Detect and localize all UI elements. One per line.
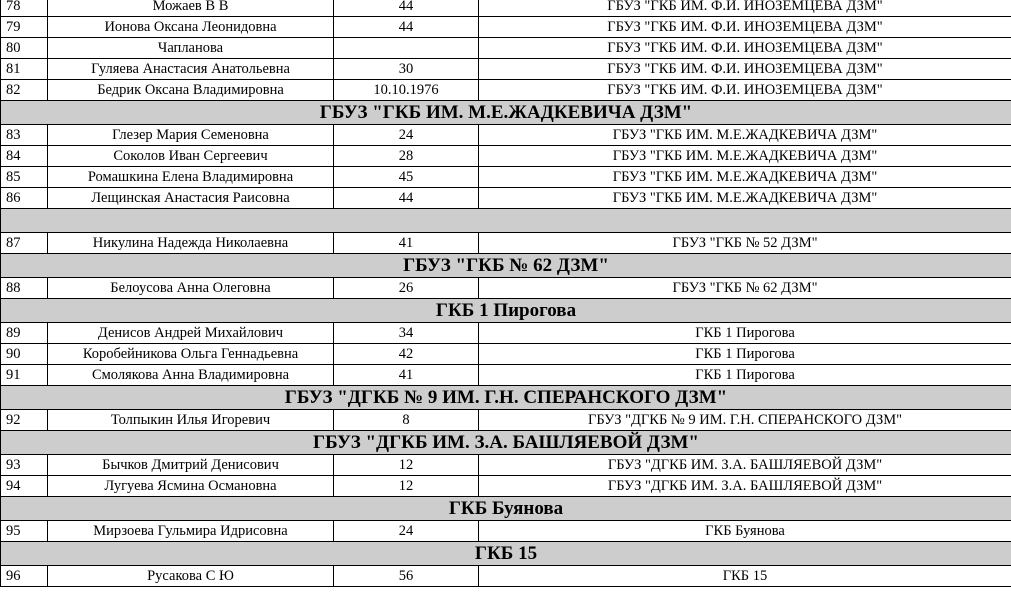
table-row (1, 59, 1011, 80)
age-cell[interactable]: 26 (334, 278, 479, 299)
name-cell[interactable]: Смолякова Анна Владимировна (48, 365, 334, 386)
age-cell[interactable]: 56 (334, 566, 479, 587)
table-row (1, 344, 1011, 365)
age-cell[interactable]: 34 (334, 323, 479, 344)
organization-cell[interactable]: ГБУЗ "ДГКБ ИМ. З.А. БАШЛЯЕВОЙ ДЗМ" (479, 455, 1011, 476)
table-row (1, 167, 1011, 188)
row-number-cell[interactable]: 86 (1, 188, 48, 209)
organization-cell[interactable]: ГБУЗ "ДГКБ № 9 ИМ. Г.Н. СПЕРАНСКОГО ДЗМ" (479, 410, 1011, 431)
age-cell[interactable]: 12 (334, 476, 479, 497)
row-number-cell[interactable]: 80 (1, 38, 48, 59)
table-row (1, 188, 1011, 209)
organization-cell[interactable]: ГБУЗ "ГКБ ИМ. М.Е.ЖАДКЕВИЧА ДЗМ" (479, 146, 1011, 167)
group-header-row (1, 254, 1011, 278)
row-number-cell[interactable]: 96 (1, 566, 48, 587)
table-row (1, 80, 1011, 101)
age-cell[interactable]: 8 (334, 410, 479, 431)
organization-cell[interactable]: ГБУЗ "ГКБ ИМ. М.Е.ЖАДКЕВИЧА ДЗМ" (479, 188, 1011, 209)
organization-cell[interactable]: ГБУЗ "ГКБ ИМ. Ф.И. ИНОЗЕМЦЕВА ДЗМ" (479, 17, 1011, 38)
name-cell[interactable]: Гуляева Анастасия Анатольевна (48, 59, 334, 80)
name-cell[interactable]: Глезер Мария Семеновна (48, 125, 334, 146)
group-header-row (1, 497, 1011, 521)
age-cell[interactable]: 10.10.1976 (334, 80, 479, 101)
name-cell[interactable]: Белоусова Анна Олеговна (48, 278, 334, 299)
age-cell[interactable]: 41 (334, 233, 479, 254)
age-cell[interactable]: 41 (334, 365, 479, 386)
name-cell[interactable]: Ромашкина Елена Владимировна (48, 167, 334, 188)
organization-cell[interactable]: ГБУЗ "ГКБ ИМ. Ф.И. ИНОЗЕМЦЕВА ДЗМ" (479, 0, 1011, 17)
organization-cell[interactable]: ГБУЗ "ГКБ ИМ. М.Е.ЖАДКЕВИЧА ДЗМ" (479, 167, 1011, 188)
row-number-cell[interactable]: 92 (1, 410, 48, 431)
table-row (1, 146, 1011, 167)
group-header-row (1, 431, 1011, 455)
table-row (1, 410, 1011, 431)
name-cell[interactable]: Ионова Оксана Леонидовна (48, 17, 334, 38)
name-cell[interactable]: Никулина Надежда Николаевна (48, 233, 334, 254)
name-cell[interactable]: Чапланова (48, 38, 334, 59)
table-row (1, 365, 1011, 386)
name-cell[interactable]: Мирзоева Гульмира Идрисовна (48, 521, 334, 542)
organization-cell[interactable]: ГБУЗ "ГКБ № 52 ДЗМ" (479, 233, 1011, 254)
table-row (1, 17, 1011, 38)
age-cell[interactable]: 44 (334, 0, 479, 17)
row-number-cell[interactable]: 78 (1, 0, 48, 17)
name-cell[interactable]: Лугуева Ясмина Османовна (48, 476, 334, 497)
row-number-cell[interactable]: 94 (1, 476, 48, 497)
organization-cell[interactable]: ГКБ 1 Пирогова (479, 365, 1011, 386)
blank-cell[interactable] (1, 209, 1011, 233)
name-cell[interactable]: Коробейникова Ольга Геннадьевна (48, 344, 334, 365)
name-cell[interactable]: Лещинская Анастасия Раисовна (48, 188, 334, 209)
age-cell[interactable]: 45 (334, 167, 479, 188)
name-cell[interactable]: Денисов Андрей Михайлович (48, 323, 334, 344)
table-row (1, 278, 1011, 299)
row-number-cell[interactable]: 95 (1, 521, 48, 542)
row-number-cell[interactable]: 90 (1, 344, 48, 365)
row-number-cell[interactable]: 83 (1, 125, 48, 146)
age-cell[interactable]: 44 (334, 17, 479, 38)
group-header-cell[interactable]: ГБУЗ "ДГКБ ИМ. З.А. БАШЛЯЕВОЙ ДЗМ" (1, 431, 1011, 455)
row-number-cell[interactable]: 79 (1, 17, 48, 38)
name-cell[interactable]: Можаев В В (48, 0, 334, 17)
table-row (1, 521, 1011, 542)
age-cell[interactable]: 42 (334, 344, 479, 365)
table-row (1, 0, 1011, 17)
name-cell[interactable]: Бычков Дмитрий Денисович (48, 455, 334, 476)
row-number-cell[interactable]: 82 (1, 80, 48, 101)
row-number-cell[interactable]: 81 (1, 59, 48, 80)
name-cell[interactable]: Соколов Иван Сергеевич (48, 146, 334, 167)
age-cell[interactable]: 24 (334, 521, 479, 542)
group-header-cell[interactable]: ГБУЗ "ГКБ ИМ. М.Е.ЖАДКЕВИЧА ДЗМ" (1, 101, 1011, 125)
group-header-row (1, 542, 1011, 566)
table-row (1, 38, 1011, 59)
age-cell[interactable]: 28 (334, 146, 479, 167)
table-row (1, 566, 1011, 587)
name-cell[interactable]: Русакова С Ю (48, 566, 334, 587)
row-number-cell[interactable]: 87 (1, 233, 48, 254)
row-number-cell[interactable]: 84 (1, 146, 48, 167)
organization-cell[interactable]: ГБУЗ "ГКБ № 62 ДЗМ" (479, 278, 1011, 299)
organization-cell[interactable]: ГБУЗ "ГКБ ИМ. М.Е.ЖАДКЕВИЧА ДЗМ" (479, 125, 1011, 146)
group-header-cell[interactable]: ГКБ Буянова (1, 497, 1011, 521)
name-cell[interactable]: Бедрик Оксана Владимировна (48, 80, 334, 101)
row-number-cell[interactable]: 91 (1, 365, 48, 386)
blank-separator-row (1, 209, 1011, 233)
table-row (1, 476, 1011, 497)
table-row (1, 125, 1011, 146)
organization-cell[interactable]: ГКБ 15 (479, 566, 1011, 587)
row-number-cell[interactable]: 85 (1, 167, 48, 188)
table-row (1, 455, 1011, 476)
age-cell[interactable]: 30 (334, 59, 479, 80)
age-cell[interactable]: 24 (334, 125, 479, 146)
organization-cell[interactable]: ГБУЗ "ДГКБ ИМ. З.А. БАШЛЯЕВОЙ ДЗМ" (479, 476, 1011, 497)
group-header-row (1, 101, 1011, 125)
table-row (1, 323, 1011, 344)
row-number-cell[interactable]: 93 (1, 455, 48, 476)
organization-cell[interactable]: ГКБ 1 Пирогова (479, 344, 1011, 365)
group-header-cell[interactable]: ГБУЗ "ДГКБ № 9 ИМ. Г.Н. СПЕРАНСКОГО ДЗМ" (1, 386, 1011, 410)
organization-cell[interactable]: ГКБ Буянова (479, 521, 1011, 542)
group-header-cell[interactable]: ГКБ 1 Пирогова (1, 299, 1011, 323)
table-row (1, 233, 1011, 254)
age-cell[interactable] (334, 38, 479, 59)
organization-cell[interactable]: ГКБ 1 Пирогова (479, 323, 1011, 344)
row-number-cell[interactable]: 88 (1, 278, 48, 299)
organization-cell[interactable]: ГБУЗ "ГКБ ИМ. Ф.И. ИНОЗЕМЦЕВА ДЗМ" (479, 38, 1011, 59)
group-header-cell[interactable]: ГБУЗ "ГКБ № 62 ДЗМ" (1, 254, 1011, 278)
group-header-row (1, 299, 1011, 323)
age-cell[interactable]: 12 (334, 455, 479, 476)
table-body (1, 0, 1011, 587)
group-header-row (1, 386, 1011, 410)
organization-cell[interactable]: ГБУЗ "ГКБ ИМ. Ф.И. ИНОЗЕМЦЕВА ДЗМ" (479, 80, 1011, 101)
row-number-cell[interactable]: 89 (1, 323, 48, 344)
name-cell[interactable]: Толпыкин Илья Игоревич (48, 410, 334, 431)
group-header-cell[interactable]: ГКБ 15 (1, 542, 1011, 566)
age-cell[interactable]: 44 (334, 188, 479, 209)
organization-cell[interactable]: ГБУЗ "ГКБ ИМ. Ф.И. ИНОЗЕМЦЕВА ДЗМ" (479, 59, 1011, 80)
